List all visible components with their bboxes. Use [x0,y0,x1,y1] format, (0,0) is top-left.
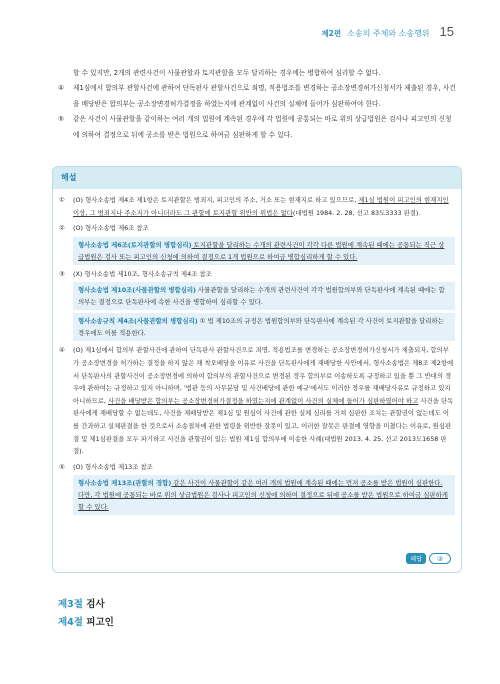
explanation-3-text: (X) 형사소송법 제10조, 형사소송규칙 제4조 참조 [73,269,212,278]
explanation-1-text: 형사소송법 제4조 제1항은 토지관할은 범죄지, 피고인의 주소, 거소 또는 현재지로 하고 있으므로, [85,196,359,204]
explanation-3-number: ③ [59,269,65,278]
answer-label: 해답 [406,553,426,564]
explanation-1-mark: (O) [73,196,84,204]
option-5-text: 같은 사건이 사물관할을 같이하는 여러 개의 법원에 계속된 경우에 각 법원에 공통되는 바로 위의 상급법원은 검사나 피고인의 신청에 의하여 결정으로 뒤에 공소를 받은 법원으로 하여금 심판하게 할 수 있다. [73,115,452,139]
law-text: 사물관할을 달리하는 수개의 관련사건이 각각 법원합의부와 단독판사에 계속된 때에는 합의부는 결정으로 단독판사에 속한 사건을 병합하여 심리할 수 있다. [78,286,445,307]
section-heading-prosecutor [58,596,105,610]
explanation-4-text: (O) 제1심에서 합의부 관할사건에 관하여 단독판사 관할사건으로 죄명, 적용법조를 변경하는 공소장변경허가신청서가 제출되자, 합의부가 공소장변경을 허가하는 결정을 하지 않은 채 착오배당을 이유로 사건을 단독판사에게 재배당한 사안에서, 형사소송법은 제8조 제2항에서 단독판사의 관할사건이 공소장변경에 의하여 합의부의 관할사건으로 변경된 경우 합의부로 이송하도록 규정하고 있을 뿐 그 반대의 경우에 관하여는 규정하고 있지 아니하며, '법관 등의 사무분담 및 사건배당에 관한 예규'에서도 이러한 경우를 재배당사유로 규정하고 있지 아니하므로, [73,346,454,405]
explanation-1 [59,194,455,219]
law-text: ① 법 제10조의 규정은 법원합의부와 단독판사에 계속된 각 사건이 토지관할을 달리하는 경우에도 이를 적용한다. [78,317,444,338]
chapter-title: 소송의 주체와 소송행위 [347,29,430,38]
law-title: 형사소송법 제13조(관할의 경합) [78,479,172,488]
law-box-article-13 [73,475,455,515]
law-box-article-10 [73,282,455,310]
solution-heading: 해설 [53,167,461,189]
explanation-4-number: ④ [59,346,65,355]
option-4-text: 제1심에서 합의부 관할사건에 관하여 단독판사 관할사건으로 죄명, 적용법조를 변경하는 공소장변경허가신청서가 제출된 경우, 사건을 배당받은 합의부는 공소장변경허가결정을 하였는지에 관계없이 사건의 실체에 들어가 심판하여야 한다. [73,84,456,108]
section-title: 검사 [86,599,105,610]
law-box-rule-4 [73,313,455,341]
option-5 [58,112,456,143]
page-number: 15 [439,24,454,39]
law-text: 같은 사건이 사물관할이 같은 여러 개의 법원에 계속된 때에는 먼저 공소를 받은 법원이 심판한다. 다만, 각 법원에 공통되는 바로 위의 상급법원은 검사나 피고인의 신청에 의하여 결정으로 뒤에 공소를 받은 법원으로 하여금 심판하게 할 수 있다. [78,479,448,512]
question-continuation [58,66,456,143]
running-header [321,24,454,39]
section-number: 제3절 [58,599,83,610]
explanation-4-rest: 사건을 단독판사에게 재배당할 수 없는데도, 사건을 재배당받은 제1심 및 원심이 사건에 관한 실체 심리를 거쳐 심판한 조치는 관할권이 없는데도 이를 간과하고 실체판결을 한 것으로서 소송절차에 관한 법령을 위반한 잘못이 있고, 이러한 잘못은 판결에 영향을 미쳤다는 이유로, 원심판결 및 제1심판결을 모두 파기하고 사건을 관할권이 있는 법원 제1심 합의부에 이송한 사례(대법원 2013. 4. 25, 선고 2013도1658 판결). [73,396,454,456]
section-number: 제4절 [58,617,83,628]
answer-badge [406,553,451,564]
option-5-marker: ⑤ [58,115,64,124]
law-title: 형사소송법 제6조(토지관할의 병합심리) [78,240,192,249]
section-heading-defendant [58,614,114,628]
explanation-5 [59,461,455,474]
explanation-1-underline: 제1심 법원이 피고인의 현재지인 이상, 그 범죄지나 주소지가 아니더라도 그 관할에 토지관할 위반의 위법은 없다 [73,196,449,217]
option-4-marker: ④ [58,84,64,93]
law-title: 형사소송법 제10조(사물관할의 병합심리) [78,286,196,295]
explanation-2 [59,222,455,235]
part-label: 제2편 [321,29,342,38]
answer-value: ③ [429,553,451,564]
explanation-3 [59,268,455,281]
explanation-4-underline: 사건을 배당받은 합의부는 공소장변경허가결정을 하였는지에 관계없이 사건의 실체에 들어가 심판하였어야 하고 [107,396,419,405]
explanation-5-number: ⑤ [59,462,65,471]
law-text: 토지관할을 달리하는 수개의 관련사건이 각각 다른 법원에 계속된 때에는 공통되는 직근 상급법원은 검사 또는 피고인의 신청에 의하여 결정으로 1개 법원으로 하여금 병합심리하게 할 수 있다. [78,240,445,261]
option-3-continuation: 할 수 있지만, 2개의 관련사건이 사물관할과 토지관할을 모두 달리하는 경우에는 병합하여 심리할 수 없다. [73,69,381,77]
law-box-article-6 [73,237,455,265]
option-4 [58,81,456,112]
law-title: 형사소송규칙 제4조(사물관할의 병합심리) [78,317,198,326]
explanation-4 [59,344,455,457]
explanation-1-citation: (대법원 1984. 2. 28, 선고 83도3333 판결). [292,208,421,217]
explanation-5-text: (O) 형사소송법 제13조 참조 [73,462,153,471]
explanation-1-number: ① [59,196,65,204]
solution-box [52,166,462,573]
section-title: 피고인 [86,617,114,628]
explanation-2-number: ② [59,224,65,233]
explanation-2-text: (O) 형사소송법 제6조 참조 [73,224,149,233]
